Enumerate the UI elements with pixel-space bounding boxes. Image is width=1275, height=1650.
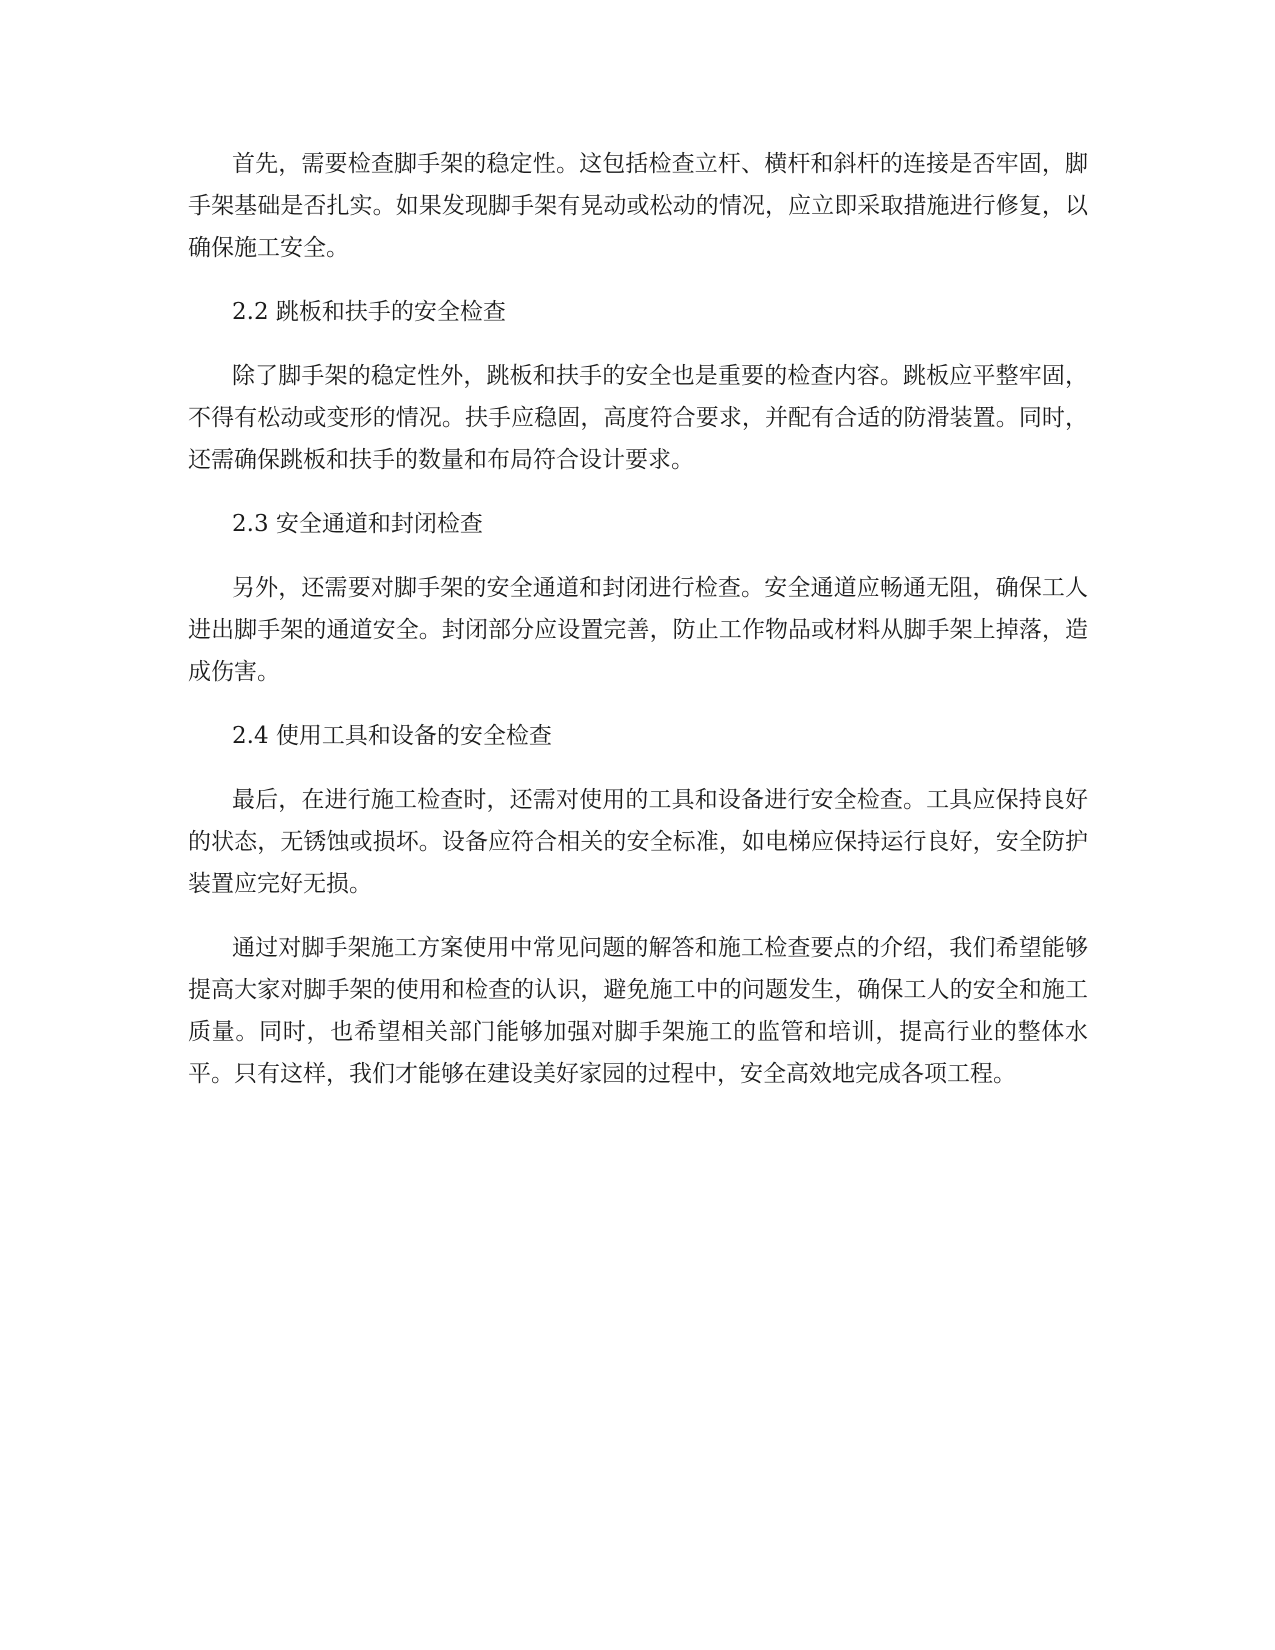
document-body	[188, 143, 1088, 1117]
paragraph-safety-passage: 另外，还需要对脚手架的安全通道和封闭进行检查。安全通道应畅通无阻，确保工人进出脚手架的通道安全。封闭部分应设置完善，防止工作物品或材料从脚手架上掉落，造成伤害。	[188, 575, 1088, 685]
paragraph-plank-handrail: 除了脚手架的稳定性外，跳板和扶手的安全也是重要的检查内容。跳板应平整牢固，不得有松动或变形的情况。扶手应稳固，高度符合要求，并配有合适的防滑装置。同时，还需确保跳板和扶手的数量和布局符合设计要求。	[188, 363, 1088, 473]
section-heading-2-4: 2.4 使用工具和设备的安全检查	[232, 723, 552, 749]
section-heading-2-2: 2.2 跳板和扶手的安全检查	[232, 299, 506, 325]
section-heading-2-3: 2.3 安全通道和封闭检查	[232, 511, 483, 537]
paragraph-conclusion: 通过对脚手架施工方案使用中常见问题的解答和施工检查要点的介绍，我们希望能够提高大家对脚手架的使用和检查的认识，避免施工中的问题发生，确保工人的安全和施工质量。同时，也希望相关部门能够加强对脚手架施工的监管和培训，提高行业的整体水平。只有这样，我们才能够在建设美好家园的过程中，安全高效地完成各项工程。	[188, 935, 1088, 1087]
paragraph-tools-equipment: 最后，在进行施工检查时，还需对使用的工具和设备进行安全检查。工具应保持良好的状态，无锈蚀或损坏。设备应符合相关的安全标准，如电梯应保持运行良好，安全防护装置应完好无损。	[188, 787, 1088, 897]
paragraph-scaffold-stability: 首先，需要检查脚手架的稳定性。这包括检查立杆、横杆和斜杆的连接是否牢固，脚手架基础是否扎实。如果发现脚手架有晃动或松动的情况，应立即采取措施进行修复，以确保施工安全。	[188, 151, 1088, 261]
